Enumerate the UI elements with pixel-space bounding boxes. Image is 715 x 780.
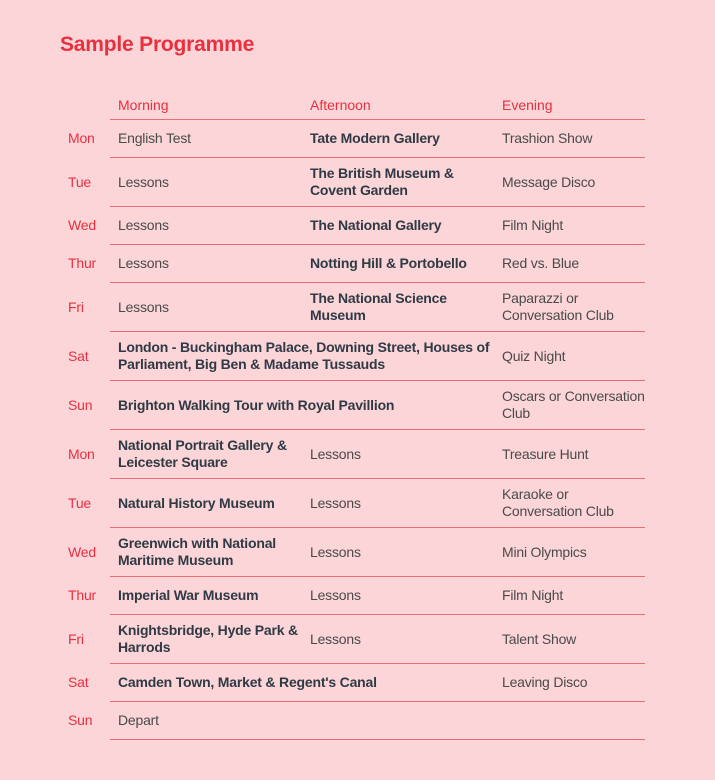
day-cell: Sat xyxy=(68,674,89,690)
evening-cell: Film Night xyxy=(494,577,645,615)
morning-cell: Lessons xyxy=(110,207,302,245)
header-afternoon: Afternoon xyxy=(302,91,494,120)
header-day xyxy=(62,91,110,120)
table-row xyxy=(62,664,645,702)
table-row xyxy=(62,283,645,332)
evening-cell: Paparazzi or Conversation Club xyxy=(494,283,645,332)
day-cell: Tue xyxy=(68,494,92,511)
evening-cell xyxy=(494,702,645,740)
day-cell: Tue xyxy=(68,173,92,190)
evening-cell: Karaoke or Conversation Club xyxy=(494,479,645,528)
table-row xyxy=(62,207,645,245)
table-row xyxy=(62,158,645,207)
header-morning: Morning xyxy=(110,91,302,120)
day-cell: Thur xyxy=(68,587,96,603)
day-cell: Wed xyxy=(68,217,96,233)
table-row xyxy=(62,381,645,430)
evening-cell: Leaving Disco xyxy=(494,664,645,702)
header-evening: Evening xyxy=(494,91,645,120)
all-day-cell: Camden Town, Market & Regent's Canal xyxy=(110,664,494,702)
morning-cell: Natural History Museum xyxy=(110,479,302,528)
afternoon-cell: Lessons xyxy=(302,615,494,664)
table-row xyxy=(62,245,645,283)
day-cell: Sun xyxy=(68,396,93,413)
evening-cell: Message Disco xyxy=(494,158,645,207)
afternoon-cell: The British Museum & Covent Garden xyxy=(302,158,494,207)
day-cell: Sun xyxy=(68,712,93,728)
morning-cell: Imperial War Museum xyxy=(110,577,302,615)
afternoon-cell: The National Gallery xyxy=(302,207,494,245)
day-cell: Fri xyxy=(68,630,84,647)
afternoon-cell: Lessons xyxy=(302,479,494,528)
table-row xyxy=(62,120,645,158)
day-cell: Mon xyxy=(68,130,95,146)
morning-cell: National Portrait Gallery & Leicester Square xyxy=(110,430,302,479)
evening-cell: Film Night xyxy=(494,207,645,245)
table-row xyxy=(62,430,645,479)
day-cell: Wed xyxy=(68,543,96,560)
morning-cell: Knightsbridge, Hyde Park & Harrods xyxy=(110,615,302,664)
day-cell: Fri xyxy=(68,298,84,315)
evening-cell: Talent Show xyxy=(494,615,645,664)
afternoon-cell: Lessons xyxy=(302,528,494,577)
evening-cell: Treasure Hunt xyxy=(494,430,645,479)
morning-cell: Depart xyxy=(110,702,302,740)
evening-cell: Mini Olympics xyxy=(494,528,645,577)
day-cell: Sat xyxy=(68,347,89,364)
afternoon-cell: Tate Modern Gallery xyxy=(302,120,494,158)
afternoon-cell: The National Science Museum xyxy=(302,283,494,332)
afternoon-cell: Lessons xyxy=(302,430,494,479)
morning-cell: Lessons xyxy=(110,158,302,207)
table-row xyxy=(62,702,645,740)
table-row xyxy=(62,528,645,577)
table-row xyxy=(62,577,645,615)
table-row xyxy=(62,479,645,528)
table-row xyxy=(62,332,645,381)
morning-cell: Lessons xyxy=(110,283,302,332)
programme-table xyxy=(62,91,645,740)
day-cell: Mon xyxy=(68,445,95,462)
evening-cell: Trashion Show xyxy=(494,120,645,158)
day-cell: Thur xyxy=(68,255,96,271)
afternoon-cell: Notting Hill & Portobello xyxy=(302,245,494,283)
morning-cell: Greenwich with National Maritime Museum xyxy=(110,528,302,577)
page-title: Sample Programme xyxy=(60,33,255,56)
afternoon-cell: Lessons xyxy=(302,577,494,615)
evening-cell: Oscars or Conversation Club xyxy=(494,381,645,430)
evening-cell: Quiz Night xyxy=(494,332,645,381)
all-day-cell: Brighton Walking Tour with Royal Pavillion xyxy=(110,381,494,430)
all-day-cell: London - Buckingham Palace, Downing Street, Houses of Parliament, Big Ben & Madame Tussauds xyxy=(110,332,494,381)
header-row xyxy=(62,91,645,120)
afternoon-cell xyxy=(302,702,494,740)
table-row xyxy=(62,615,645,664)
evening-cell: Red vs. Blue xyxy=(494,245,645,283)
morning-cell: Lessons xyxy=(110,245,302,283)
morning-cell: English Test xyxy=(110,120,302,158)
